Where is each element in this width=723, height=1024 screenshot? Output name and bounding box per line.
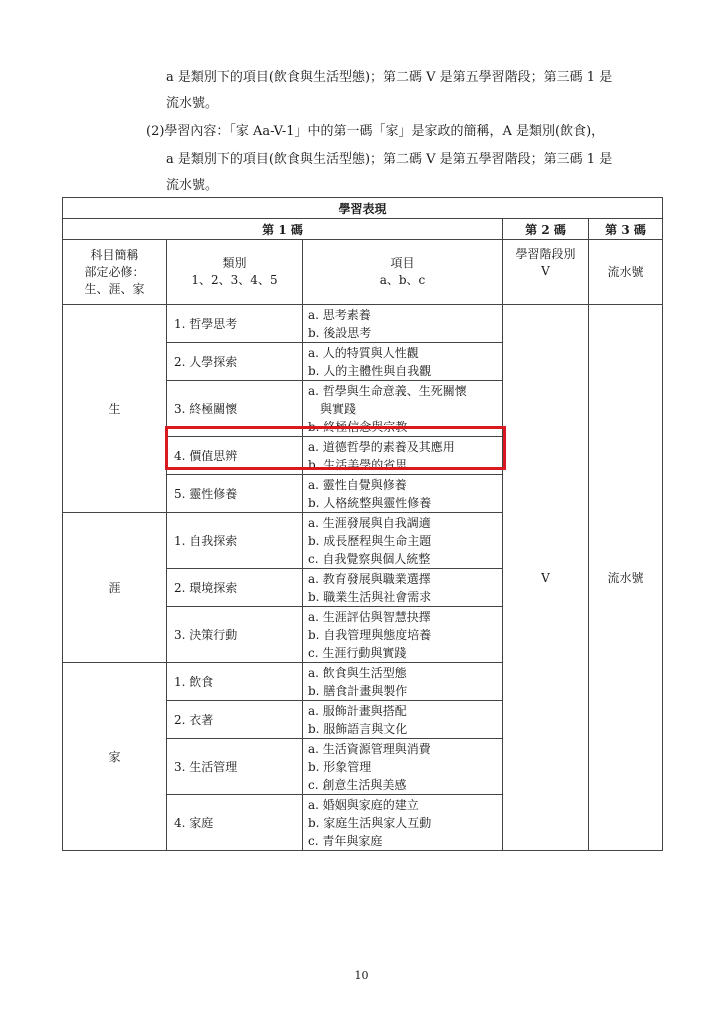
item-line: a. 靈性自覺與修養: [308, 477, 407, 492]
item-line: b. 成長歷程與生命主題: [308, 533, 432, 548]
item-line: a. 道德哲學的素養及其應用: [308, 439, 455, 454]
item-line: b. 生活美學的省思: [308, 457, 408, 472]
subject-header-line: 生、涯、家: [84, 281, 145, 296]
item-line: b. 人格統整與靈性修養: [308, 495, 432, 510]
category-label: 1. 自我探索: [167, 513, 303, 569]
section-name: 涯: [63, 513, 167, 663]
item-line: a. 教育發展與職業選擇: [308, 571, 431, 586]
item-header-line: a、b、c: [379, 273, 426, 287]
table-title: 學習表現: [63, 198, 663, 219]
item-list: [303, 513, 503, 569]
category-label: 3. 生活管理: [167, 739, 303, 795]
item-line: a. 飲食與生活型態: [308, 665, 407, 680]
page-number: 10: [354, 969, 369, 982]
item-list: [303, 381, 503, 437]
item-line: a. 思考素養: [308, 307, 371, 322]
item-line: c. 生涯行動與實踐: [308, 645, 407, 660]
section-name: 生: [63, 305, 167, 513]
item-column-header: [303, 240, 503, 305]
learning-performance-table: [62, 197, 663, 851]
serial-value: 流水號: [589, 305, 663, 851]
stage-header-line: V: [541, 264, 550, 278]
intro-paragraph-2-line-2: a 是類別下的項目(飲食與生活型態)；第二碼 V 是第五學習階段；第三碼 1 是: [166, 152, 613, 167]
item-list: [303, 607, 503, 663]
category-label: 3. 終極關懷: [167, 381, 303, 437]
item-list: [303, 437, 503, 475]
item-line: c. 自我覺察與個人統整: [308, 551, 431, 566]
item-line: a. 生涯評估與智慧抉擇: [308, 609, 431, 624]
item-line: a. 服飾計畫與搭配: [308, 703, 407, 718]
item-line: b. 膳食計畫與製作: [308, 683, 408, 698]
intro-paragraph-1-line-1: a 是類別下的項目(飲食與生活型態)；第二碼 V 是第五學習階段；第三碼 1 是: [166, 70, 613, 85]
item-line: b. 形象管理: [308, 759, 372, 774]
stage-value: V: [503, 305, 589, 851]
category-label: 3. 決策行動: [167, 607, 303, 663]
item-line: a. 婚姻與家庭的建立: [308, 797, 419, 812]
item-list: [303, 305, 503, 343]
serial-column-header: 流水號: [589, 240, 663, 305]
item-list: [303, 701, 503, 739]
item-line: b. 終極信念與宗教: [308, 419, 408, 434]
intro-paragraph-2-line-1: (2)學習內容：「家 Aa-V-1」中的第一碼「家」是家政的簡稱，A 是類別(飲食)，: [146, 124, 605, 139]
category-label: 1. 飲食: [167, 663, 303, 701]
table-row: [63, 305, 663, 343]
code3-header: 第 3 碼: [589, 219, 663, 240]
item-line: a. 人的特質與人性觀: [308, 345, 419, 360]
stage-column-header: [503, 240, 589, 305]
category-label: 2. 衣著: [167, 701, 303, 739]
item-list: [303, 663, 503, 701]
item-list: [303, 739, 503, 795]
item-list: [303, 569, 503, 607]
section-name: 家: [63, 663, 167, 851]
item-line: b. 家庭生活與家人互動: [308, 815, 432, 830]
item-line: b. 人的主體性與自我觀: [308, 363, 432, 378]
item-header-line: 項目: [390, 256, 415, 270]
category-header-line: 1、2、3、4、5: [191, 273, 278, 287]
item-list: [303, 343, 503, 381]
intro-paragraph-1-line-2: 流水號。: [166, 96, 219, 111]
item-line: c. 創意生活與美感: [308, 777, 407, 792]
code2-header: 第 2 碼: [503, 219, 589, 240]
stage-header-line: 學習階段別: [515, 247, 576, 261]
category-label: 4. 家庭: [167, 795, 303, 851]
intro-paragraph-2-line-3: 流水號。: [166, 178, 219, 193]
item-line: b. 自我管理與態度培養: [308, 627, 432, 642]
category-label: 2. 環境探索: [167, 569, 303, 607]
category-label: 2. 人學探索: [167, 343, 303, 381]
category-label: 4. 價值思辨: [167, 437, 303, 475]
subject-header-line: 科目簡稱: [90, 247, 139, 262]
item-line: c. 青年與家庭: [308, 833, 383, 848]
item-line: 與實踐: [308, 401, 357, 416]
item-list: [303, 795, 503, 851]
subject-column-header: [63, 240, 167, 305]
item-list: [303, 475, 503, 513]
category-header-line: 類別: [222, 256, 247, 270]
item-line: b. 職業生活與社會需求: [308, 589, 432, 604]
category-column-header: [167, 240, 303, 305]
item-line: b. 後設思考: [308, 325, 372, 340]
item-line: a. 哲學與生命意義、生死關懷: [308, 383, 467, 398]
code1-header: 第 1 碼: [63, 219, 503, 240]
item-line: a. 生活資源管理與消費: [308, 741, 431, 756]
item-line: b. 服飾語言與文化: [308, 721, 408, 736]
category-label: 1. 哲學思考: [167, 305, 303, 343]
item-line: a. 生涯發展與自我調適: [308, 515, 431, 530]
category-label: 5. 靈性修養: [167, 475, 303, 513]
subject-header-line: 部定必修：: [84, 264, 145, 279]
